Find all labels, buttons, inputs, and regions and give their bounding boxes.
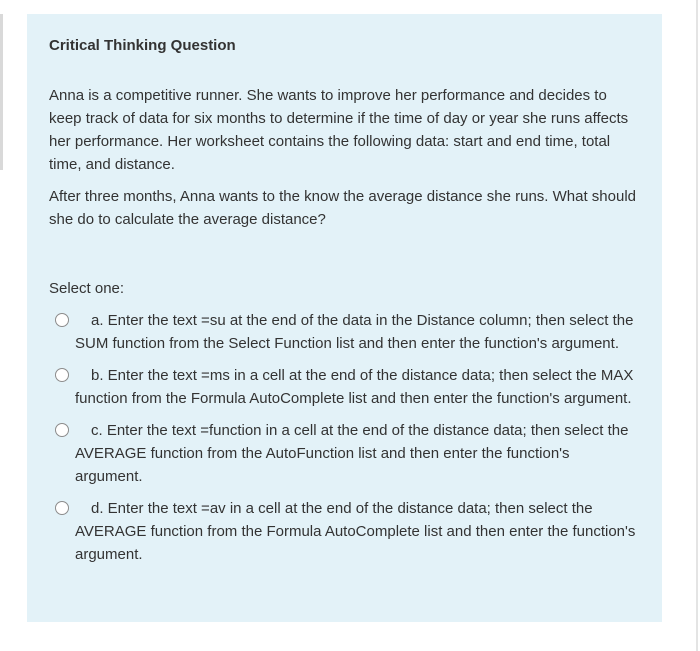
answer-option-d[interactable] (49, 497, 640, 566)
radio-button-icon[interactable] (55, 313, 69, 327)
question-title: Critical Thinking Question (49, 37, 236, 54)
answer-option-d-text: d. Enter the text =av in a cell at the end of the distance data; then select the AVERAGE function from the Formula AutoComplete list and then enter the function's argument. (75, 500, 636, 563)
radio-button-icon[interactable] (55, 423, 69, 437)
select-one-label: Select one: (49, 280, 125, 297)
radio-button-icon[interactable] (55, 501, 69, 515)
question-paragraph-1: Anna is a competitive runner. She wants to improve her performance and decides to keep track of data for six months to determine if the time of day or year she runs affects her performance. Her worksheet contains the following data: start and end time, total time, and distance. (49, 87, 629, 173)
answer-option-c-text: c. Enter the text =function in a cell at the end of the distance data; then select the AVERAGE function from the AutoFunction list and then enter the function's argument. (75, 422, 629, 485)
right-edge-divider (696, 0, 698, 651)
answer-option-a-text: a. Enter the text =su at the end of the data in the Distance column; then select the SUM function from the Select Function list and then enter the function's argument. (75, 312, 634, 352)
answer-options (49, 309, 640, 566)
answer-option-c[interactable] (49, 419, 640, 488)
radio-button-icon[interactable] (55, 368, 69, 382)
question-paragraph-2: After three months, Anna wants to the know the average distance she runs. What should she do to calculate the average distance? (49, 188, 637, 228)
answer-option-b-text: b. Enter the text =ms in a cell at the end of the distance data; then select the MAX function from the Formula AutoComplete list and then enter the function's argument. (75, 367, 634, 407)
answer-option-b[interactable] (49, 364, 640, 410)
question-card (27, 14, 662, 622)
left-edge-divider (0, 14, 3, 170)
answer-option-a[interactable] (49, 309, 640, 355)
